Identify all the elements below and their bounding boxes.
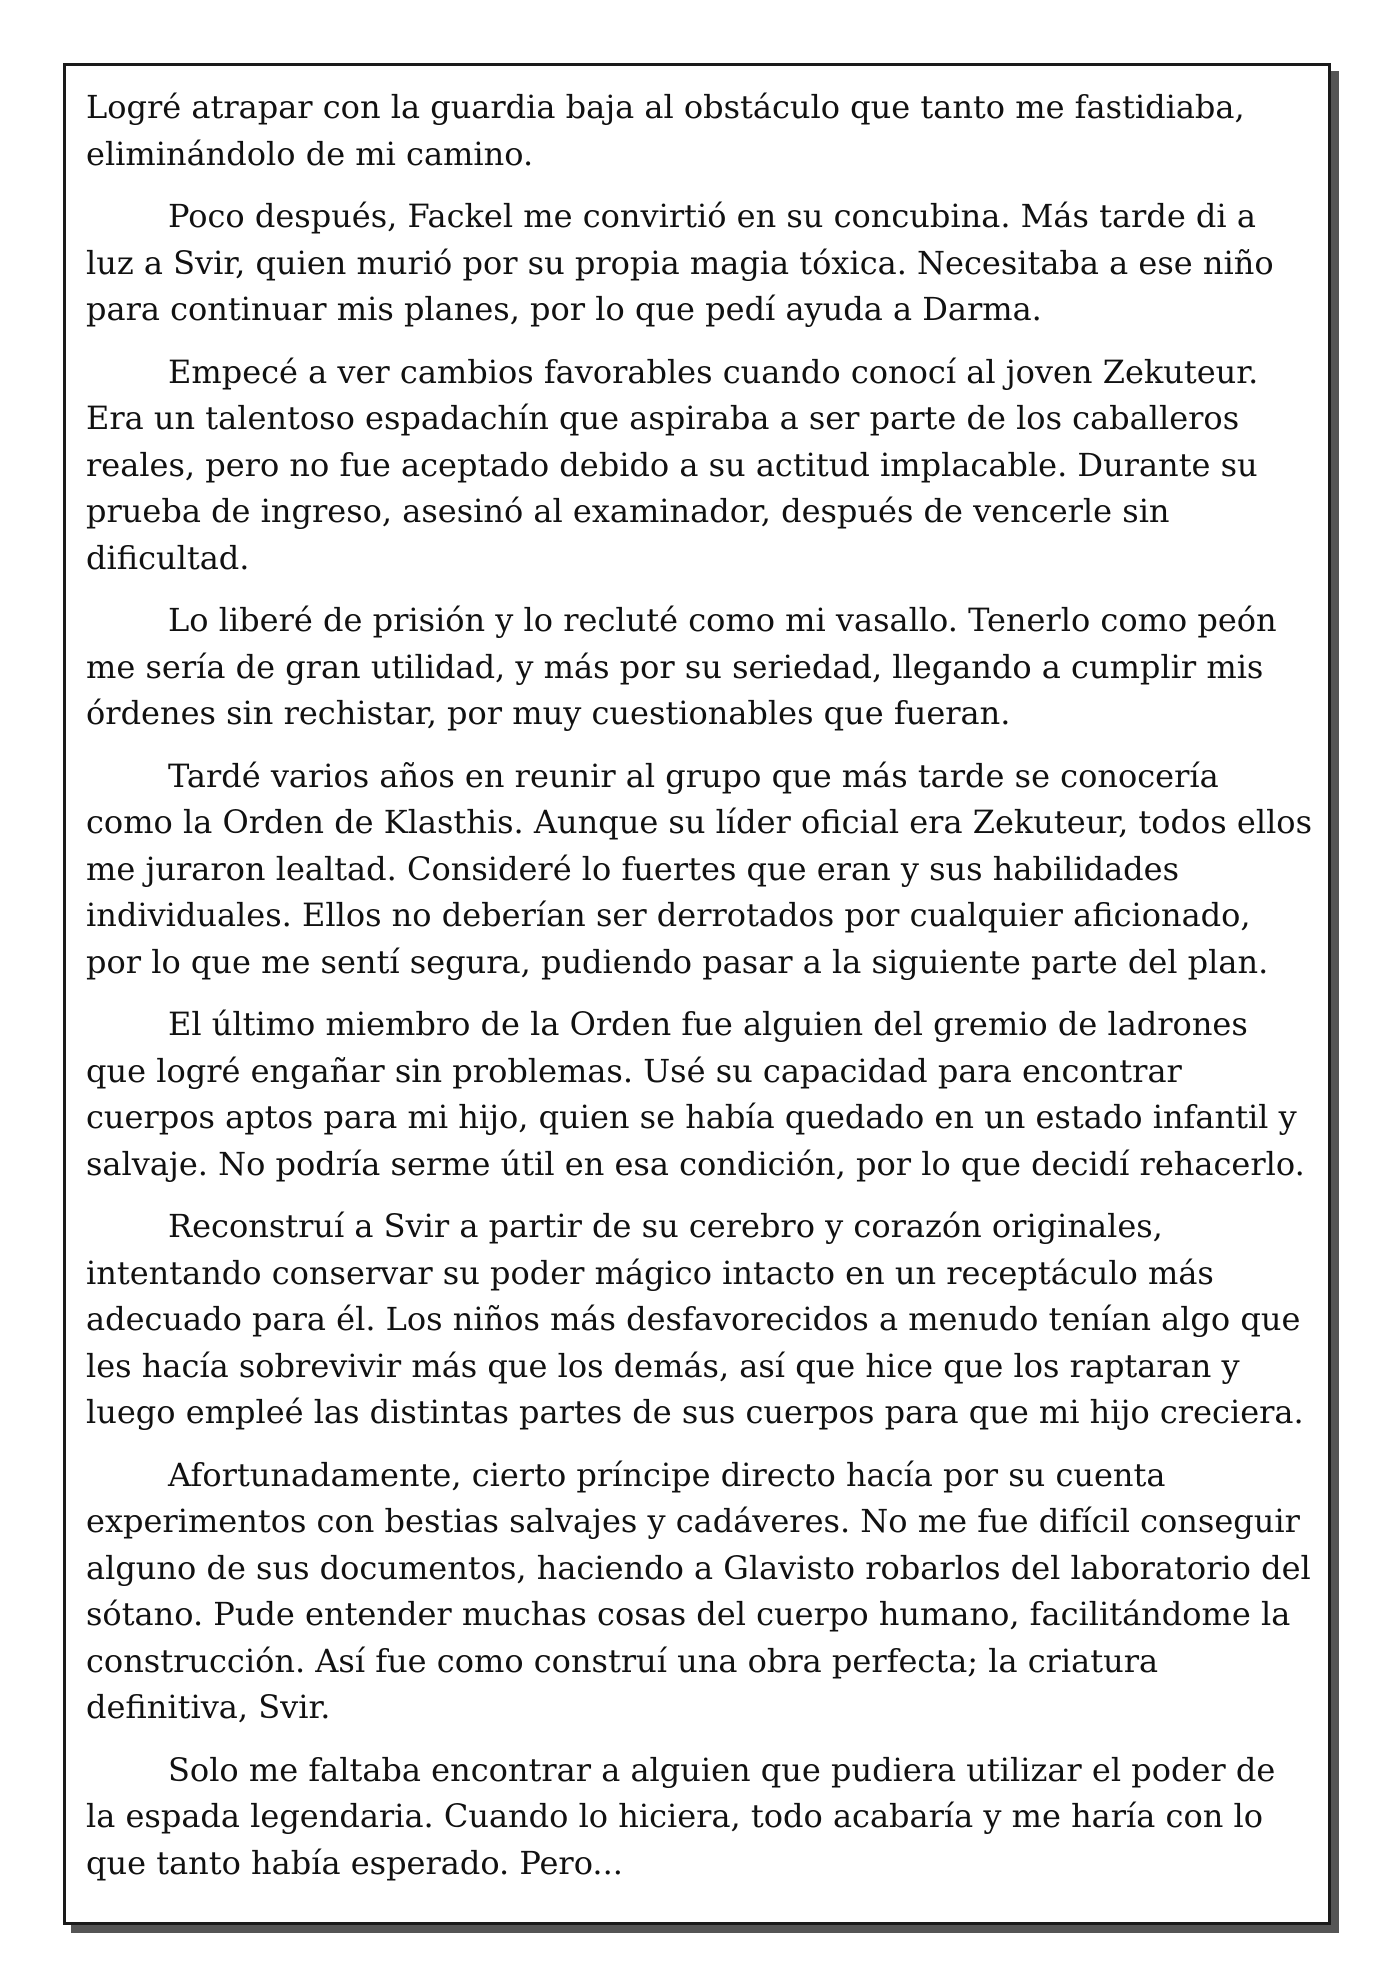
paragraph-1: Logré atrapar con la guardia baja al obstáculo que tanto me fastidiaba, eliminándolo de mi camino. (86, 88, 1245, 173)
paragraph-2: Poco después, Fackel me convirtió en su concubina. Más tarde di a luz a Svir, quien murió por su propia magia tóxica. Necesitaba a ese niño para continuar mis planes, por lo que pedí ayuda a Darma. (86, 197, 1274, 328)
paragraph-5: Tardé varios años en reunir al grupo que más tarde se conocería como la Orden de Klasthis. Aunque su líder oficial era Zekuteur, todos ellos me juraron lealtad. Consideré lo fuertes que eran y sus habilidades individuales. Ellos no deberían ser derrotados por cualquier aficionado, por lo que me sentí segura, pudiendo pasar a la siguiente parte del plan. (86, 756, 1312, 981)
paragraph-3: Empecé a ver cambios favorables cuando conocí al joven Zekuteur. Era un talentoso espadachín que aspiraba a ser parte de los caballeros reales, pero no fue aceptado debido a su actitud implacable. Durante su prueba de ingreso, asesinó al examinador, después de vencerle sin dificultad. (86, 352, 1259, 577)
paragraph-9: Solo me faltaba encontrar a alguien que pudiera utilizar el poder de la espada legendaria. Cuando lo hiciera, todo acabaría y me haría con lo que tanto había esperado. Pero... (86, 1750, 1276, 1882)
paragraph-8: Afortunadamente, cierto príncipe directo hacía por su cuenta experimentos con bestias salvajes y cadáveres. No me fue difícil conseguir alguno de sus documentos, haciendo a Glavisto robarlos del laboratorio del sótano. Pude entender muchas cosas del cuerpo humano, facilitándome la construcción. Así fue como construí una obra perfecta; la criatura definitiva, Svir. (86, 1455, 1311, 1726)
paragraph-6: El último miembro de la Orden fue alguien del gremio de ladrones que logré engañar sin problemas. Usé su capacidad para encontrar cuerpos aptos para mi hijo, quien se había quedado en un estado infantil y salvaje. No podría serme útil en esa condición, por lo que decidí rehacerlo. (86, 1005, 1305, 1183)
page-frame (63, 63, 1331, 1925)
paragraph-7: Reconstruí a Svir a partir de su cerebro y corazón originales, intentando conservar su poder mágico intacto en un receptáculo más adecuado para él. Los niños más desfavorecidos a menudo tenían algo que les hacía sobrevivir más que los demás, así que hice que los raptaran y luego empleé las distintas partes de sus cuerpos para que mi hijo creciera. (86, 1207, 1304, 1431)
text-body (86, 84, 1312, 1902)
paragraph-4: Lo liberé de prisión y lo recluté como mi vasallo. Tenerlo como peón me sería de gran utilidad, y más por su seriedad, llegando a cumplir mis órdenes sin rechistar, por muy cuestionables que fueran. (86, 601, 1277, 732)
